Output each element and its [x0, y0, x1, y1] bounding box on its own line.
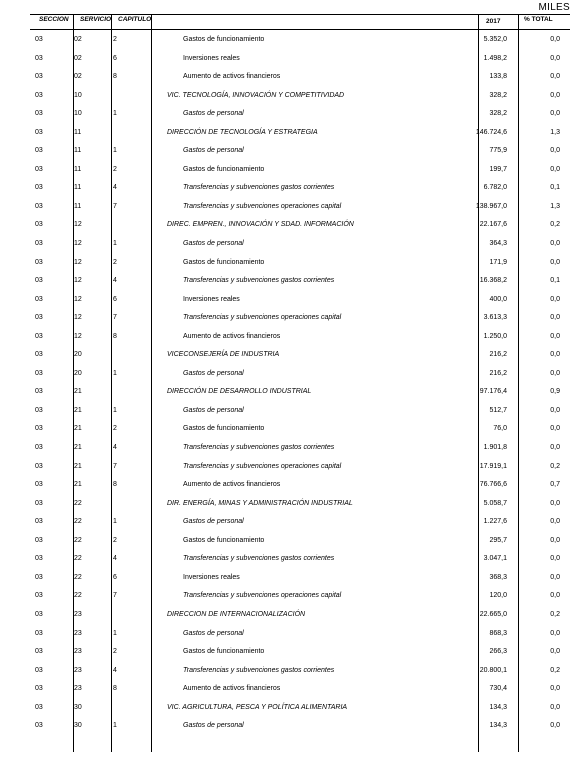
cell-amount: 5.352,0 — [483, 36, 507, 43]
cell-pct-total: 0,0 — [550, 332, 560, 340]
cell-seccion: 03 — [35, 666, 43, 674]
cell-description: DIR. ENERGÍA, MINAS Y ADMINISTRACIÓN INDUSTRIAL — [167, 499, 353, 507]
cell-capitulo: 4 — [113, 444, 117, 452]
table-row — [30, 328, 570, 347]
cell-description: VICECONSEJERÍA DE INDUSTRIA — [167, 351, 280, 359]
cell-servicio: 12 — [74, 295, 82, 303]
cell-amount: 3.047,1 — [483, 555, 507, 563]
cell-seccion: 03 — [35, 202, 43, 210]
table-row — [30, 105, 570, 124]
cell-amount: 868,3 — [489, 629, 507, 637]
cell-amount: 97.176,4 — [479, 388, 507, 396]
cell-description: Inversiones reales — [183, 573, 240, 581]
table-row — [30, 87, 570, 106]
cell-description: Transferencias y subvenciones gastos corrientes — [183, 444, 335, 452]
table-row — [30, 717, 570, 736]
cell-amount: 20.800,1 — [479, 666, 507, 674]
cell-amount: 775,9 — [489, 147, 507, 155]
cell-description: Aumento de activos financieros — [183, 685, 281, 693]
cell-pct-total: 0,0 — [550, 555, 560, 563]
table-row — [30, 495, 570, 514]
cell-description: Transferencias y subvenciones operaciones capital — [183, 202, 342, 210]
cell-amount: 199,7 — [489, 165, 507, 173]
cell-pct-total: 0,0 — [550, 536, 560, 544]
cell-capitulo: 7 — [113, 202, 117, 210]
cell-seccion: 03 — [35, 314, 43, 322]
cell-pct-total: 0,0 — [550, 369, 560, 377]
table-row — [30, 439, 570, 458]
cell-capitulo: 1 — [113, 518, 117, 526]
table-row — [30, 254, 570, 273]
cell-servicio: 11 — [74, 184, 82, 192]
cell-seccion: 03 — [35, 629, 43, 637]
cell-servicio: 10 — [74, 91, 82, 99]
cell-pct-total: 0,0 — [550, 314, 560, 322]
cell-capitulo: 2 — [113, 258, 117, 266]
cell-amount: 5.058,7 — [483, 499, 507, 507]
cell-pct-total: 0,9 — [550, 388, 560, 396]
cell-pct-total: 0,0 — [550, 703, 560, 711]
cell-description: Gastos de personal — [183, 629, 244, 637]
cell-seccion: 03 — [35, 240, 43, 248]
cell-seccion: 03 — [35, 277, 43, 285]
cell-amount: 120,0 — [489, 592, 507, 600]
cell-seccion: 03 — [35, 54, 43, 62]
table-row — [30, 458, 570, 477]
cell-servicio: 21 — [74, 444, 82, 452]
cell-amount: 146.724,6 — [475, 128, 507, 136]
table-row — [30, 272, 570, 291]
col-header-capitulo: CAPITULO — [118, 16, 152, 23]
cell-amount: 134,3 — [489, 722, 507, 730]
cell-amount: 138.967,0 — [475, 202, 507, 210]
cell-capitulo: 1 — [113, 240, 117, 248]
cell-description: Gastos de personal — [183, 369, 244, 377]
cell-pct-total: 0,2 — [550, 610, 560, 618]
table-row — [30, 142, 570, 161]
table-row — [30, 346, 570, 365]
cell-seccion: 03 — [35, 351, 43, 359]
cell-capitulo: 1 — [113, 722, 117, 730]
table-row — [30, 606, 570, 625]
cell-seccion: 03 — [35, 91, 43, 99]
cell-seccion: 03 — [35, 36, 43, 43]
cell-servicio: 12 — [74, 277, 82, 285]
cell-description: Inversiones reales — [183, 54, 240, 62]
table-row — [30, 643, 570, 662]
cell-pct-total: 0,0 — [550, 147, 560, 155]
cell-amount: 76,0 — [493, 425, 507, 433]
cell-seccion: 03 — [35, 184, 43, 192]
cell-servicio: 11 — [74, 165, 82, 173]
table-row — [30, 50, 570, 69]
table-row — [30, 420, 570, 439]
cell-seccion: 03 — [35, 165, 43, 173]
cell-amount: 216,2 — [489, 369, 507, 377]
cell-description: Gastos de funcionamiento — [183, 36, 265, 43]
cell-amount: 216,2 — [489, 351, 507, 359]
cell-pct-total: 0,0 — [550, 573, 560, 581]
cell-capitulo: 4 — [113, 666, 117, 674]
cell-capitulo: 2 — [113, 536, 117, 544]
cell-servicio: 22 — [74, 573, 82, 581]
cell-pct-total: 0,2 — [550, 221, 560, 229]
cell-pct-total: 0,0 — [550, 518, 560, 526]
cell-servicio: 23 — [74, 685, 82, 693]
col-header-servicio: SERVICIO — [80, 16, 112, 23]
cell-seccion: 03 — [35, 536, 43, 544]
cell-capitulo: 2 — [113, 648, 117, 656]
cell-servicio: 23 — [74, 629, 82, 637]
cell-seccion: 03 — [35, 221, 43, 229]
cell-description: DIRECCIÓN DE DESARROLLO INDUSTRIAL — [167, 388, 312, 396]
cell-amount: 400,0 — [489, 295, 507, 303]
table-row — [30, 235, 570, 254]
table-row — [30, 532, 570, 551]
cell-amount: 171,9 — [489, 258, 507, 266]
table-row — [30, 569, 570, 588]
cell-amount: 368,3 — [489, 573, 507, 581]
cell-seccion: 03 — [35, 685, 43, 693]
cell-servicio: 30 — [74, 722, 82, 730]
cell-servicio: 12 — [74, 240, 82, 248]
cell-description: Gastos de funcionamiento — [183, 165, 265, 173]
col-header-year: 2017 — [486, 18, 501, 25]
cell-capitulo: 6 — [113, 54, 117, 62]
table-row — [30, 179, 570, 198]
cell-pct-total: 0,0 — [550, 685, 560, 693]
cell-servicio: 11 — [74, 128, 82, 136]
cell-description: Transferencias y subvenciones gastos corrientes — [183, 666, 335, 674]
cell-pct-total: 0,1 — [550, 184, 560, 192]
cell-servicio: 02 — [74, 73, 82, 81]
cell-amount: 1.498,2 — [483, 54, 507, 62]
cell-servicio: 21 — [74, 425, 82, 433]
cell-pct-total: 0,0 — [550, 91, 560, 99]
cell-pct-total: 0,0 — [550, 258, 560, 266]
col-header-pct: % TOTAL — [524, 16, 553, 23]
cell-seccion: 03 — [35, 592, 43, 600]
cell-capitulo: 2 — [113, 425, 117, 433]
cell-description: Gastos de personal — [183, 110, 244, 118]
cell-description: Aumento de activos financieros — [183, 332, 281, 340]
cell-servicio: 02 — [74, 36, 82, 43]
cell-servicio: 22 — [74, 499, 82, 507]
cell-seccion: 03 — [35, 518, 43, 526]
cell-servicio: 20 — [74, 369, 82, 377]
units-label: MILES — [538, 2, 570, 13]
cell-pct-total: 0,0 — [550, 629, 560, 637]
table-row — [30, 68, 570, 87]
cell-capitulo: 7 — [113, 592, 117, 600]
table-row — [30, 662, 570, 681]
cell-servicio: 22 — [74, 592, 82, 600]
table-row — [30, 550, 570, 569]
cell-servicio: 21 — [74, 388, 82, 396]
cell-servicio: 30 — [74, 703, 82, 711]
cell-seccion: 03 — [35, 481, 43, 489]
cell-seccion: 03 — [35, 295, 43, 303]
cell-amount: 134,3 — [489, 703, 507, 711]
cell-capitulo: 8 — [113, 685, 117, 693]
table-row — [30, 680, 570, 699]
table-row — [30, 625, 570, 644]
cell-amount: 1.227,6 — [483, 518, 507, 526]
cell-seccion: 03 — [35, 499, 43, 507]
cell-capitulo: 1 — [113, 406, 117, 414]
table-row — [30, 31, 570, 50]
cell-pct-total: 0,0 — [550, 165, 560, 173]
cell-pct-total: 0,0 — [550, 406, 560, 414]
cell-pct-total: 0,0 — [550, 36, 560, 43]
cell-pct-total: 0,7 — [550, 481, 560, 489]
cell-description: DIRECCION DE INTERNACIONALIZACIÓN — [167, 610, 306, 618]
cell-amount: 3.613,3 — [483, 314, 507, 322]
cell-servicio: 21 — [74, 406, 82, 414]
cell-pct-total: 0,0 — [550, 648, 560, 656]
cell-pct-total: 0,0 — [550, 54, 560, 62]
table-row — [30, 198, 570, 217]
cell-pct-total: 0,0 — [550, 499, 560, 507]
cell-capitulo: 6 — [113, 573, 117, 581]
table-row — [30, 309, 570, 328]
cell-amount: 76.766,6 — [479, 481, 507, 489]
cell-description: Gastos de personal — [183, 722, 244, 730]
cell-servicio: 12 — [74, 258, 82, 266]
cell-capitulo: 7 — [113, 314, 117, 322]
cell-description: Transferencias y subvenciones operaciones capital — [183, 314, 342, 322]
cell-pct-total: 0,0 — [550, 444, 560, 452]
cell-pct-total: 1,3 — [550, 128, 560, 136]
cell-pct-total: 0,0 — [550, 110, 560, 118]
cell-amount: 133,8 — [489, 73, 507, 81]
cell-servicio: 22 — [74, 536, 82, 544]
cell-pct-total: 0,2 — [550, 462, 560, 470]
cell-capitulo: 4 — [113, 277, 117, 285]
cell-description: Gastos de personal — [183, 240, 244, 248]
table-row — [30, 124, 570, 143]
cell-seccion: 03 — [35, 555, 43, 563]
cell-servicio: 11 — [74, 202, 82, 210]
cell-pct-total: 0,0 — [550, 425, 560, 433]
cell-amount: 328,2 — [489, 110, 507, 118]
table-row — [30, 383, 570, 402]
cell-seccion: 03 — [35, 444, 43, 452]
cell-capitulo: 1 — [113, 147, 117, 155]
cell-description: Transferencias y subvenciones gastos corrientes — [183, 184, 335, 192]
cell-amount: 364,3 — [489, 240, 507, 248]
cell-servicio: 22 — [74, 518, 82, 526]
cell-seccion: 03 — [35, 73, 43, 81]
cell-servicio: 02 — [74, 54, 82, 62]
cell-capitulo: 1 — [113, 110, 117, 118]
cell-description: Transferencias y subvenciones operaciones capital — [183, 592, 342, 600]
cell-pct-total: 0,0 — [550, 592, 560, 600]
cell-amount: 22.167,6 — [479, 221, 507, 229]
cell-servicio: 21 — [74, 462, 82, 470]
cell-capitulo: 2 — [113, 165, 117, 173]
table-row — [30, 476, 570, 495]
table-row — [30, 513, 570, 532]
cell-capitulo: 4 — [113, 555, 117, 563]
cell-servicio: 21 — [74, 481, 82, 489]
table-row — [30, 291, 570, 310]
cell-description: Gastos de personal — [183, 147, 244, 155]
cell-pct-total: 1,3 — [550, 202, 560, 210]
cell-description: Gastos de funcionamiento — [183, 648, 265, 656]
table-row — [30, 402, 570, 421]
cell-description: VIC. AGRICULTURA, PESCA Y POLÍTICA ALIMENTARIA — [167, 703, 348, 711]
cell-pct-total: 0,0 — [550, 722, 560, 730]
cell-amount: 730,4 — [489, 685, 507, 693]
cell-seccion: 03 — [35, 332, 43, 340]
cell-capitulo: 1 — [113, 629, 117, 637]
cell-servicio: 23 — [74, 648, 82, 656]
cell-amount: 22.665,0 — [479, 610, 507, 618]
cell-amount: 6.782,0 — [483, 184, 507, 192]
cell-servicio: 11 — [74, 147, 82, 155]
cell-amount: 328,2 — [489, 91, 507, 99]
cell-description: VIC. TECNOLOGÍA, INNOVACIÓN Y COMPETITIVIDAD — [167, 91, 345, 99]
cell-seccion: 03 — [35, 128, 43, 136]
cell-description: DIREC. EMPREN., INNOVACIÓN Y SDAD. INFORMACIÓN — [167, 221, 354, 229]
cell-seccion: 03 — [35, 462, 43, 470]
cell-amount: 266,3 — [489, 648, 507, 656]
cell-seccion: 03 — [35, 406, 43, 414]
cell-capitulo: 8 — [113, 73, 117, 81]
table-row — [30, 216, 570, 235]
budget-table-body — [30, 31, 570, 736]
cell-capitulo: 6 — [113, 295, 117, 303]
cell-capitulo: 7 — [113, 462, 117, 470]
cell-servicio: 23 — [74, 610, 82, 618]
cell-description: Inversiones reales — [183, 295, 240, 303]
cell-seccion: 03 — [35, 648, 43, 656]
cell-amount: 1.250,0 — [483, 332, 507, 340]
cell-seccion: 03 — [35, 703, 43, 711]
cell-description: Aumento de activos financieros — [183, 481, 281, 489]
cell-description: Gastos de funcionamiento — [183, 536, 265, 544]
cell-seccion: 03 — [35, 110, 43, 118]
cell-description: Gastos de personal — [183, 518, 244, 526]
cell-servicio: 23 — [74, 666, 82, 674]
col-header-seccion: SECCION — [39, 16, 69, 23]
cell-seccion: 03 — [35, 258, 43, 266]
cell-description: Aumento de activos financieros — [183, 73, 281, 81]
cell-pct-total: 0,0 — [550, 73, 560, 81]
cell-capitulo: 8 — [113, 481, 117, 489]
cell-servicio: 12 — [74, 221, 82, 229]
cell-seccion: 03 — [35, 147, 43, 155]
table-row — [30, 161, 570, 180]
table-row — [30, 587, 570, 606]
cell-seccion: 03 — [35, 369, 43, 377]
cell-seccion: 03 — [35, 610, 43, 618]
cell-description: Gastos de funcionamiento — [183, 258, 265, 266]
cell-capitulo: 1 — [113, 369, 117, 377]
cell-pct-total: 0,0 — [550, 240, 560, 248]
cell-amount: 16.368,2 — [479, 277, 507, 285]
cell-description: DIRECCIÓN DE TECNOLOGÍA Y ESTRATEGIA — [167, 128, 318, 136]
cell-amount: 295,7 — [489, 536, 507, 544]
cell-seccion: 03 — [35, 425, 43, 433]
cell-capitulo: 2 — [113, 36, 117, 43]
table-row — [30, 699, 570, 718]
cell-servicio: 10 — [74, 110, 82, 118]
cell-amount: 17.919,1 — [479, 462, 507, 470]
cell-capitulo: 8 — [113, 332, 117, 340]
cell-amount: 512,7 — [489, 406, 507, 414]
cell-servicio: 12 — [74, 314, 82, 322]
cell-pct-total: 0,1 — [550, 277, 560, 285]
table-row — [30, 365, 570, 384]
cell-pct-total: 0,0 — [550, 295, 560, 303]
cell-description: Gastos de personal — [183, 406, 244, 414]
cell-pct-total: 0,2 — [550, 666, 560, 674]
cell-description: Gastos de funcionamiento — [183, 425, 265, 433]
cell-amount: 1.901,8 — [483, 444, 507, 452]
cell-seccion: 03 — [35, 388, 43, 396]
cell-description: Transferencias y subvenciones gastos corrientes — [183, 277, 335, 285]
cell-description: Transferencias y subvenciones operaciones capital — [183, 462, 342, 470]
cell-pct-total: 0,0 — [550, 351, 560, 359]
cell-servicio: 22 — [74, 555, 82, 563]
cell-servicio: 20 — [74, 351, 82, 359]
cell-seccion: 03 — [35, 722, 43, 730]
cell-seccion: 03 — [35, 573, 43, 581]
cell-capitulo: 4 — [113, 184, 117, 192]
cell-description: Transferencias y subvenciones gastos corrientes — [183, 555, 335, 563]
cell-servicio: 12 — [74, 332, 82, 340]
